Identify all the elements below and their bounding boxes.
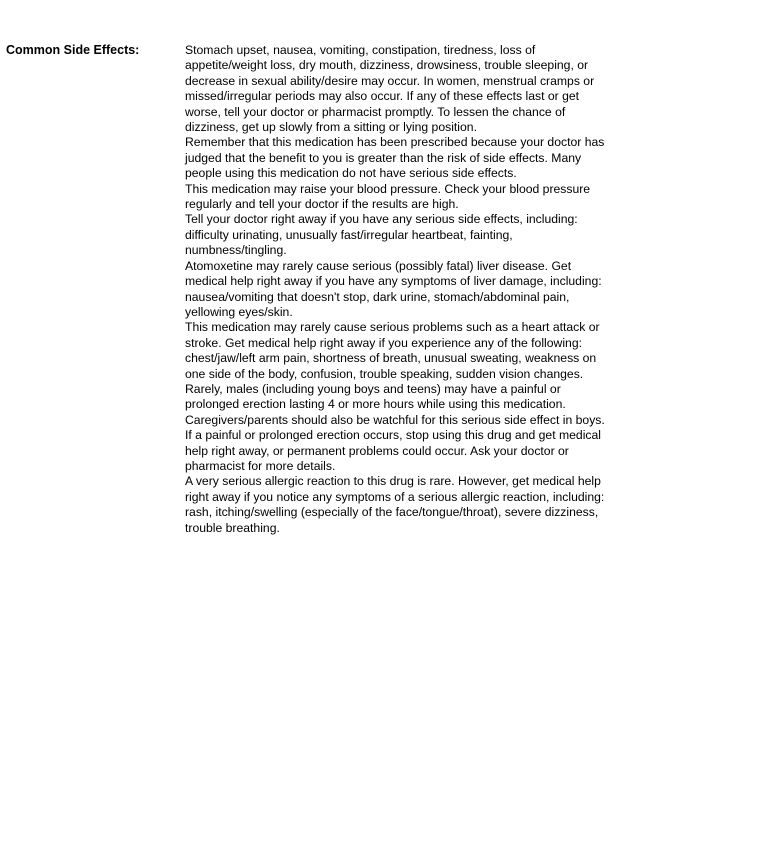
paragraph-benefit-risk: Remember that this medication has been prescribed because your doctor has judged that the benefit to you is greater than the risk of side effects. Many people using this medication do not have serious side effects.: [185, 135, 605, 181]
section-label: Common Side Effects:: [6, 43, 140, 57]
paragraph-heart-stroke: This medication may rarely cause serious problems such as a heart attack or stroke. Get medical help right away if you experience any of the following: chest/jaw/left arm pain, shortness of breath, unusual sweating, weakness on one side of the body, confusion, trouble speaking, sudden vision changes.: [185, 320, 600, 381]
paragraph-liver-disease: Atomoxetine may rarely cause serious (possibly fatal) liver disease. Get medical help right away if you have any symptoms of liver damage, including: nausea/vomiting that doesn't stop, dark urine, stomach/abdominal pain, yellowing eyes/skin.: [185, 258, 602, 319]
section-content: [185, 43, 610, 536]
paragraph-allergic-reaction: A very serious allergic reaction to this drug is rare. However, get medical help right away if you notice any symptoms of a serious allergic reaction, including: rash, itching/swelling (especially of the face/tongue/throat), severe dizziness, trouble breathing.: [185, 474, 605, 535]
paragraph-blood-pressure: This medication may raise your blood pressure. Check your blood pressure regularly and tell your doctor if the results are high.: [185, 181, 591, 212]
paragraph-common-effects: Stomach upset, nausea, vomiting, constipation, tiredness, loss of appetite/weight loss, dry mouth, dizziness, drowsiness, trouble sleeping, or decrease in sexual ability/desire may occur. In women, menstrual cramps or missed/irregular periods may also occur. If any of these effects last or get worse, tell your doctor or pharmacist promptly. To lessen the chance of dizziness, get up slowly from a sitting or lying position.: [185, 43, 595, 135]
paragraph-prolonged-erection: Rarely, males (including young boys and teens) may have a painful or prolonged erection lasting 4 or more hours while using this medication. Caregivers/parents should also be watchful for this serious side effect in boys. If a painful or prolonged erection occurs, stop using this drug and get medical help right away, or permanent problems could occur. Ask your doctor or pharmacist for more details.: [185, 381, 605, 473]
paragraph-serious-effects: Tell your doctor right away if you have any serious side effects, including: difficulty urinating, unusually fast/irregular heartbeat, fainting, numbness/tingling.: [185, 212, 578, 258]
